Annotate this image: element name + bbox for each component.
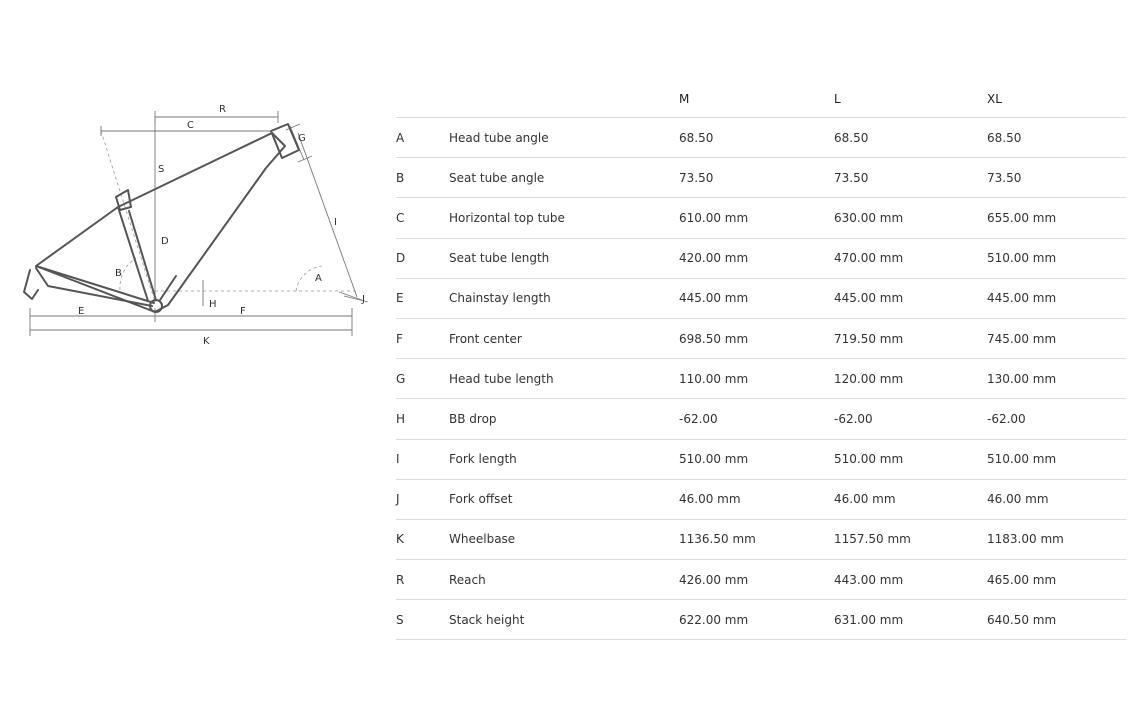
table-row [396, 600, 1126, 640]
row-name: BB drop [449, 399, 679, 439]
table-row [396, 479, 1126, 519]
header-size-l: L [834, 80, 987, 118]
label-s: S [158, 164, 165, 175]
row-name: Reach [449, 560, 679, 600]
row-value-l: 1157.50 mm [834, 519, 987, 559]
row-name: Head tube angle [449, 118, 679, 158]
header-code [396, 80, 449, 118]
dimension-labels [78, 104, 365, 347]
row-value-m: 698.50 mm [679, 318, 834, 358]
row-code: G [396, 359, 449, 399]
row-value-m: 510.00 mm [679, 439, 834, 479]
row-name: Horizontal top tube [449, 198, 679, 238]
table-header-row [396, 80, 1126, 118]
row-value-m: 68.50 [679, 118, 834, 158]
header-size-m: M [679, 80, 834, 118]
row-name: Seat tube angle [449, 158, 679, 198]
row-name: Chainstay length [449, 278, 679, 318]
label-c: C [187, 120, 194, 131]
row-code: H [396, 399, 449, 439]
row-code: F [396, 318, 449, 358]
label-a: A [315, 273, 322, 284]
label-i: I [334, 217, 337, 228]
row-value-m: 426.00 mm [679, 560, 834, 600]
row-value-l: -62.00 [834, 399, 987, 439]
row-value-xl: -62.00 [987, 399, 1126, 439]
header-name [449, 80, 679, 118]
row-value-l: 470.00 mm [834, 238, 987, 278]
row-code: A [396, 118, 449, 158]
row-value-l: 46.00 mm [834, 479, 987, 519]
row-name: Fork length [449, 439, 679, 479]
row-value-xl: 745.00 mm [987, 318, 1126, 358]
row-value-xl: 445.00 mm [987, 278, 1126, 318]
label-e: E [78, 306, 85, 317]
row-code: S [396, 600, 449, 640]
row-value-m: 610.00 mm [679, 198, 834, 238]
row-value-xl: 640.50 mm [987, 600, 1126, 640]
row-value-m: 420.00 mm [679, 238, 834, 278]
row-name: Wheelbase [449, 519, 679, 559]
row-value-xl: 46.00 mm [987, 479, 1126, 519]
table-row [396, 198, 1126, 238]
row-value-l: 443.00 mm [834, 560, 987, 600]
table-row [396, 519, 1126, 559]
row-value-xl: 510.00 mm [987, 439, 1126, 479]
row-value-xl: 130.00 mm [987, 359, 1126, 399]
geometry-table [396, 80, 1126, 640]
label-j: J [362, 294, 365, 305]
row-value-l: 68.50 [834, 118, 987, 158]
row-code: I [396, 439, 449, 479]
row-value-xl: 655.00 mm [987, 198, 1126, 238]
header-size-xl: XL [987, 80, 1126, 118]
label-d: D [161, 236, 169, 247]
label-r: R [219, 104, 226, 115]
row-value-xl: 510.00 mm [987, 238, 1126, 278]
row-value-l: 510.00 mm [834, 439, 987, 479]
table-row [396, 318, 1126, 358]
row-code: R [396, 560, 449, 600]
row-value-xl: 1183.00 mm [987, 519, 1126, 559]
label-h: H [209, 299, 217, 310]
row-value-l: 120.00 mm [834, 359, 987, 399]
row-name: Fork offset [449, 479, 679, 519]
row-value-l: 445.00 mm [834, 278, 987, 318]
row-code: K [396, 519, 449, 559]
label-b: B [115, 268, 122, 279]
row-code: J [396, 479, 449, 519]
row-value-xl: 465.00 mm [987, 560, 1126, 600]
row-value-m: 445.00 mm [679, 278, 834, 318]
table-row [396, 118, 1126, 158]
row-code: C [396, 198, 449, 238]
label-f: F [240, 306, 246, 317]
row-name: Front center [449, 318, 679, 358]
row-code: D [396, 238, 449, 278]
row-value-l: 631.00 mm [834, 600, 987, 640]
table-row [396, 278, 1126, 318]
row-code: B [396, 158, 449, 198]
row-value-xl: 73.50 [987, 158, 1126, 198]
row-value-m: 622.00 mm [679, 600, 834, 640]
row-name: Seat tube length [449, 238, 679, 278]
row-value-l: 630.00 mm [834, 198, 987, 238]
row-value-l: 73.50 [834, 158, 987, 198]
table-row [396, 359, 1126, 399]
label-k: K [203, 336, 210, 347]
row-value-m: 73.50 [679, 158, 834, 198]
row-value-m: 110.00 mm [679, 359, 834, 399]
dimension-lines [30, 111, 368, 336]
table-row [396, 399, 1126, 439]
frame-geometry-diagram [0, 0, 380, 380]
table-row [396, 560, 1126, 600]
row-name: Head tube length [449, 359, 679, 399]
label-g: G [298, 133, 306, 144]
table-row [396, 439, 1126, 479]
row-value-l: 719.50 mm [834, 318, 987, 358]
row-name: Stack height [449, 600, 679, 640]
row-value-m: 1136.50 mm [679, 519, 834, 559]
bike-frame [24, 124, 299, 312]
table-body [396, 118, 1126, 640]
row-value-xl: 68.50 [987, 118, 1126, 158]
row-value-m: 46.00 mm [679, 479, 834, 519]
table-row [396, 158, 1126, 198]
row-value-m: -62.00 [679, 399, 834, 439]
row-code: E [396, 278, 449, 318]
table-row [396, 238, 1126, 278]
